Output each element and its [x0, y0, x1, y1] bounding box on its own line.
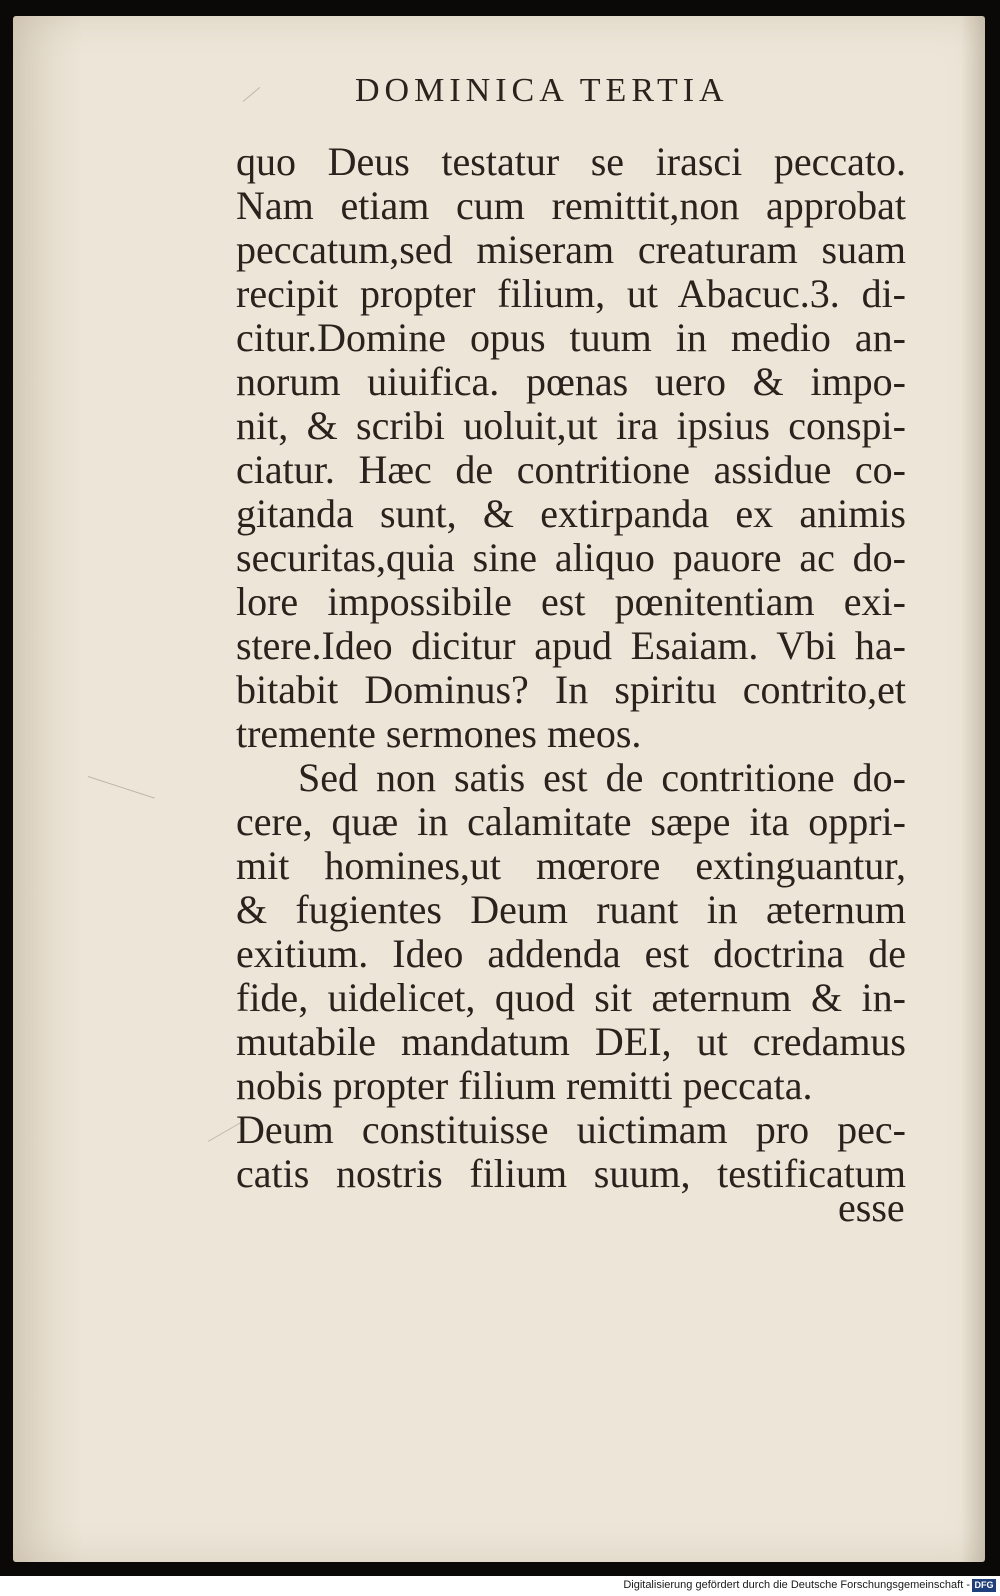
text-line: nobis propter filium remitti peccata.	[236, 1063, 813, 1108]
text-line: exitium. Ideo addenda est doctrina de	[236, 931, 906, 976]
paragraph-start-line: Sed non satis est de contritione do-	[298, 755, 906, 800]
text-line: fide, uidelicet, quod sit æternum & in-	[236, 975, 906, 1020]
text-line: stere.Ideo dicitur apud Esaiam. Vbi ha-	[236, 623, 906, 668]
text-line: Deum constituisse uictimam pro pec-	[236, 1107, 906, 1152]
text-line: citur.Domine opus tuum in medio an-	[236, 315, 906, 360]
text-line: securitas,quia sine aliquo pauore ac do-	[236, 535, 906, 580]
text-line: cere, quæ in calamitate sæpe ita oppri-	[236, 799, 906, 844]
text-line: bitabit Dominus? In spiritu contrito,et	[236, 667, 906, 712]
text-line: Nam etiam cum remittit,non approbat	[236, 183, 906, 228]
text-line: lore impossibile est pœnitentiam exi-	[236, 579, 906, 624]
body-text	[236, 140, 906, 1196]
text-line: mutabile mandatum DEI, ut credamus	[236, 1019, 906, 1064]
text-line: ciatur. Hæc de contritione assidue co-	[236, 447, 906, 492]
funding-credit: Digitalisierung gefördert durch die Deutsche Forschungsgemeinschaft -	[623, 1579, 970, 1591]
catchword: esse	[838, 1185, 905, 1230]
text-line: norum uiuifica. pœnas uero & impo-	[236, 359, 906, 404]
text-line: gitanda sunt, & extirpanda ex animis	[236, 491, 906, 536]
dfg-logo: DFG	[972, 1579, 996, 1592]
paper-scratch	[88, 776, 155, 799]
paper-scratch	[243, 87, 260, 102]
text-line: nit, & scribi uoluit,ut ira ipsius conspi-	[236, 403, 906, 448]
text-line: catis nostris filium suum, testificatum	[236, 1151, 906, 1196]
text-line: peccatum,sed miseram creaturam suam	[236, 227, 906, 272]
text-line: & fugientes Deum ruant in æternum	[236, 887, 906, 932]
text-line: tremente sermones meos.	[236, 711, 642, 756]
text-line: mit homines,ut mœrore extinguantur,	[236, 843, 906, 888]
running-head: DOMINICA TERTIA	[355, 72, 729, 109]
text-line: quo Deus testatur se irasci peccato.	[236, 139, 906, 184]
footer-bar	[0, 1576, 1000, 1596]
text-line: recipit propter filium, ut Abacuc.3. di-	[236, 271, 906, 316]
